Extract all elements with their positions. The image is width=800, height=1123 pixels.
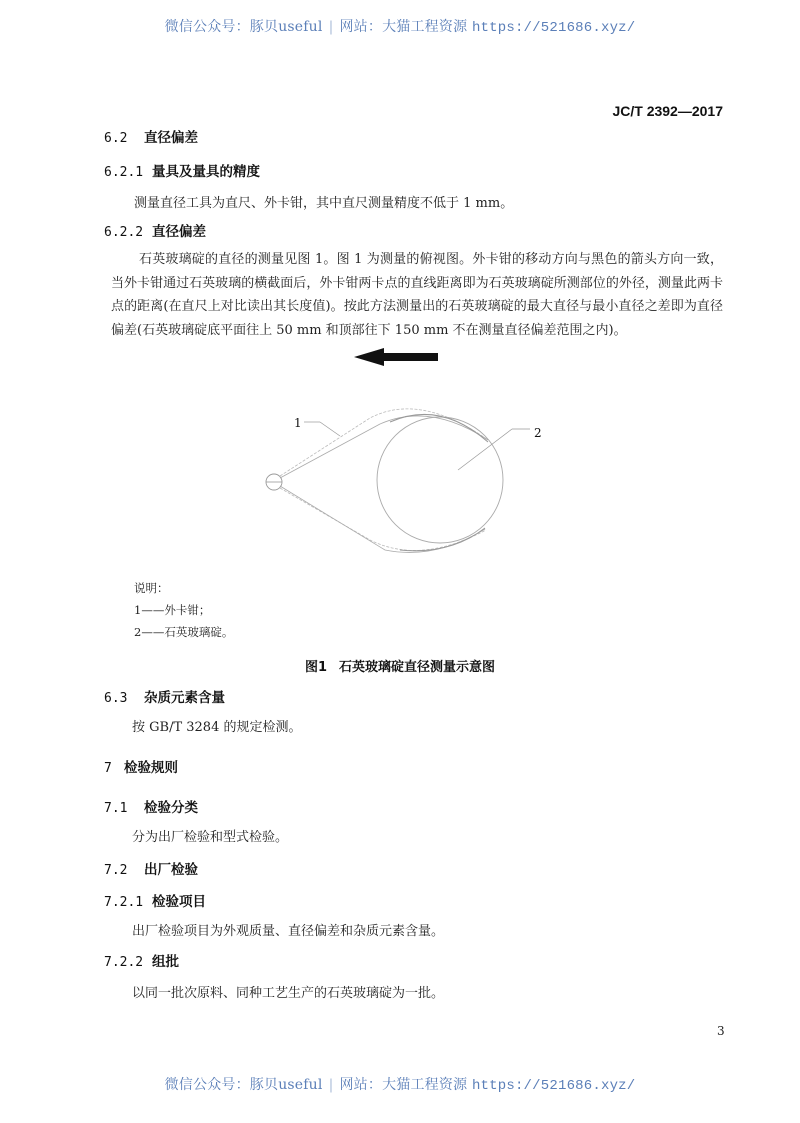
paragraph-7-2-2: 以同一批次原料、同种工艺生产的石英玻璃碇为一批。 [132, 986, 445, 1001]
callout-2-label: 2 [534, 426, 542, 440]
legend-item-1: 1——外卡钳； [134, 603, 211, 617]
section-title: 直径偏差 [144, 130, 198, 146]
caliper-measurement-diagram [250, 340, 570, 570]
figure-caption [0, 656, 800, 675]
watermark-url[interactable]: https://521686.xyz/ [471, 20, 636, 36]
section-title: 出厂检验 [144, 862, 198, 878]
heading-7 [104, 756, 178, 776]
heading-7-2 [104, 858, 198, 878]
paragraph-6-2-1: 测量直径工具为直尺、外卡钳，其中直尺测量精度不低于 1 mm。 [134, 196, 514, 211]
section-number: 7.1 [104, 801, 128, 816]
watermark-site-label: 网站：大猫工程资源 [339, 1077, 468, 1093]
paragraph-6-2-2: 石英玻璃碇的直径的测量见图 1。图 1 为测量的俯视图。外卡钳的移动方向与黑色的箭头方向一致，当外卡钳通过石英玻璃的横截面后，外卡钳两卡点的直线距离即为石英玻璃碇所测部位的外径，测量此两卡点的距离(在直尺上对比读出其长度值)。按此方法测量出的石英玻璃碇的最大直径与最小直径之差即为直径偏差(石英玻璃碇底平面往上 50 mm 和顶部往下 150 mm 不在测量直径偏差范围之内)。 [111, 252, 723, 338]
section-title: 杂质元素含量 [144, 690, 225, 706]
figure-1-diagram [250, 340, 570, 574]
heading-6-2-2 [104, 220, 206, 240]
heading-6-3 [104, 686, 225, 706]
heading-6-2-1 [104, 160, 260, 180]
ingot-circle [377, 417, 503, 543]
callout-1-label: 1 [294, 416, 302, 430]
watermark-separator: | [328, 1077, 334, 1093]
page-number: 3 [717, 1024, 725, 1038]
section-title: 检验分类 [144, 800, 198, 816]
heading-7-1 [104, 796, 198, 816]
legend-item-2: 2——石英玻璃碇。 [134, 625, 234, 639]
heading-7-2-1 [104, 890, 206, 910]
movement-arrow-icon [354, 348, 438, 366]
section-number: 6.2.2 [104, 225, 144, 240]
paragraph-6-3: 按 GB/T 3284 的规定检测。 [132, 720, 302, 735]
paragraph-7-1: 分为出厂检验和型式检验。 [132, 830, 289, 845]
watermark-separator: | [328, 19, 334, 35]
watermark-top [0, 16, 800, 36]
figure-number: 图1 [304, 660, 328, 675]
watermark-url[interactable]: https://521686.xyz/ [471, 1078, 636, 1094]
watermark-site-label: 网站：大猫工程资源 [339, 19, 468, 35]
legend-title: 说明： [134, 581, 169, 595]
section-title: 检验项目 [152, 894, 206, 910]
section-number: 7 [104, 761, 112, 776]
section-title: 量具及量具的精度 [152, 164, 260, 180]
section-number: 6.2.1 [104, 165, 144, 180]
watermark-wechat: 微信公众号：豚贝useful [164, 1077, 323, 1093]
watermark-wechat: 微信公众号：豚贝useful [164, 19, 323, 35]
section-title: 直径偏差 [152, 224, 206, 240]
standard-number: JC/T 2392—2017 [612, 103, 723, 119]
section-title: 检验规则 [124, 760, 178, 776]
figure-title: 石英玻璃碇直径测量示意图 [339, 660, 496, 675]
section-number: 6.3 [104, 691, 128, 706]
watermark-bottom [0, 1074, 800, 1094]
section-title: 组批 [152, 954, 179, 970]
section-number: 7.2.2 [104, 955, 144, 970]
section-number: 7.2.1 [104, 895, 144, 910]
heading-6-2 [104, 126, 198, 146]
section-number: 7.2 [104, 863, 128, 878]
heading-7-2-2 [104, 950, 179, 970]
paragraph-7-2-1: 出厂检验项目为外观质量、直径偏差和杂质元素含量。 [132, 924, 445, 939]
section-number: 6.2 [104, 131, 128, 146]
